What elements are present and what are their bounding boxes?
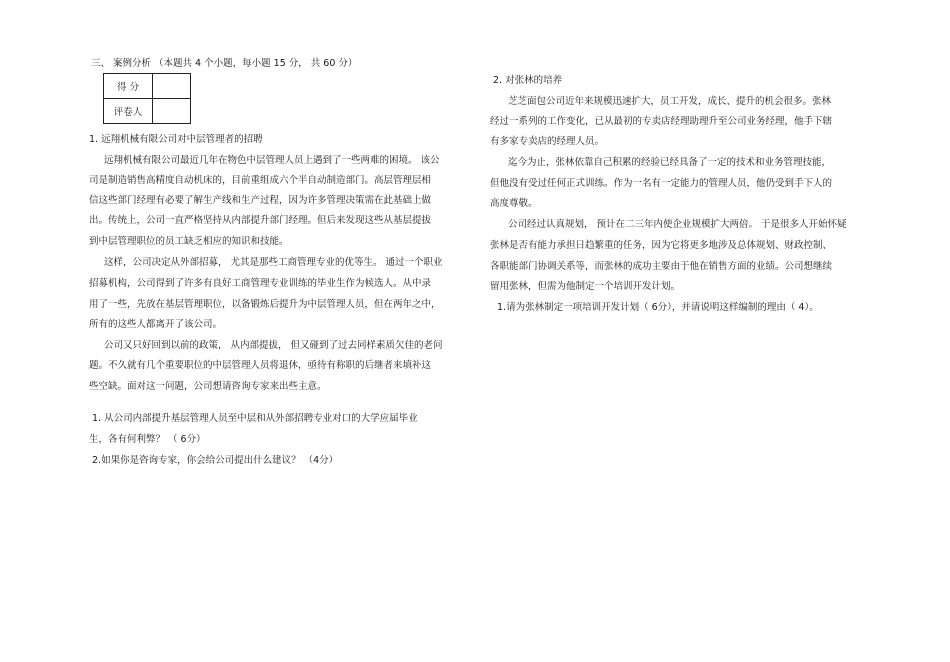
case2-line: 有多家专卖店的经理人员。 — [490, 136, 605, 147]
case2-line: 芝芝面包公司近年来规模迅速扩大，员工开发，成长、提升的机会很多。张林 — [508, 96, 832, 107]
case2-line: 迄今为止，张林依靠自己积累的经验已经具备了一定的技术和业务管理技能， — [508, 157, 832, 168]
case1-line: 到中层管理职位的员工缺乏相应的知识和技能。 — [89, 236, 289, 247]
case1-question1-line1: 1. 从公司内部提升基层管理人员至中层和从外部招聘专业对口的大学应届毕业 — [92, 413, 418, 424]
case2-line: 留用张林，但需为他制定一个培训开发计划。 — [490, 281, 681, 292]
case1-line: 所有的这些人都离开了该公司。 — [89, 319, 223, 330]
score-table — [103, 73, 191, 124]
case1-line: 信这些部门经理有必要了解生产线和生产过程，因为许多管理决策需在此基础上做 — [89, 195, 432, 206]
case2-line: 张林是否有能力承担日趋繁重的任务，因为它将更多地涉及总体规划、财政控制、 — [490, 240, 833, 251]
case1-question1-line2: 生，各有何利弊？ （ 6分） — [89, 434, 206, 445]
case2-title: 2. 对张林的培养 — [493, 75, 563, 86]
case2-line: 各职能部门协调关系等，而张林的成功主要由于他在销售方面的业绩。公司想继续 — [490, 261, 833, 272]
grader-cell — [153, 99, 191, 124]
grader-label: 评卷人 — [104, 99, 153, 124]
score-label: 得 分 — [104, 74, 153, 99]
case2-question: 1.请为张林制定一项培训开发计划（ 6分），并请说明这样编制的理由（ 4）。 — [497, 302, 819, 313]
case2-line: 公司经过认真规划， 预计在二三年内使企业规模扩大两倍。 于是很多人开始怀疑 — [508, 219, 847, 230]
case1-line: 这样，公司决定从外部招募， 尤其是那些工商管理专业的优等生。 通过一个职业 — [104, 257, 443, 268]
case2-line: 高度尊敬。 — [490, 198, 538, 209]
case1-line: 公司又只好回到以前的政策， 从内部提拔， 但又碰到了过去同样素质欠佳的老问 — [104, 340, 443, 351]
case1-line: 远翔机械有限公司最近几年在物色中层管理人员上遇到了一些两难的困境。 该公 — [104, 155, 440, 166]
score-cell — [153, 74, 191, 99]
case1-title: 1. 远翔机械有限公司对中层管理者的招聘 — [89, 134, 263, 145]
case1-line: 些空缺。面对这一问题，公司想请咨询专家来出些主意。 — [89, 381, 327, 392]
case1-line: 题。不久就有几个重要职位的中层管理人员将退休，亟待有称职的后继者来填补这 — [89, 360, 432, 371]
case1-line: 招募机构，公司得到了许多有良好工商管理专业训练的毕业生作为候选人。从中录 — [89, 278, 432, 289]
case1-line: 出。传统上，公司一直严格坚持从内部提升部门经理。但后来发现这些从基层提拔 — [89, 215, 432, 226]
case1-line: 司是制造销售高精度自动机床的，目前重组成六个半自动制造部门。高层管理层相 — [89, 175, 432, 186]
case1-line: 用了一些，先放在基层管理职位，以备锻炼后提升为中层管理人员，但在两年之中， — [89, 299, 441, 310]
case2-line: 但他没有受过任何正式训练。作为一名有一定能力的管理人员，他仍受到手下人的 — [490, 178, 833, 189]
case2-line: 经过一系列的工作变化，已从最初的专卖店经理助理升至公司业务经理，他手下辖 — [490, 116, 833, 127]
case1-question2: 2.如果你是咨询专家，你会给公司提出什么建议？ （4分） — [92, 455, 339, 466]
section-heading: 三、 案例分析 （本题共 4 个小题，每小题 15 分， 共 60 分） — [91, 58, 358, 69]
